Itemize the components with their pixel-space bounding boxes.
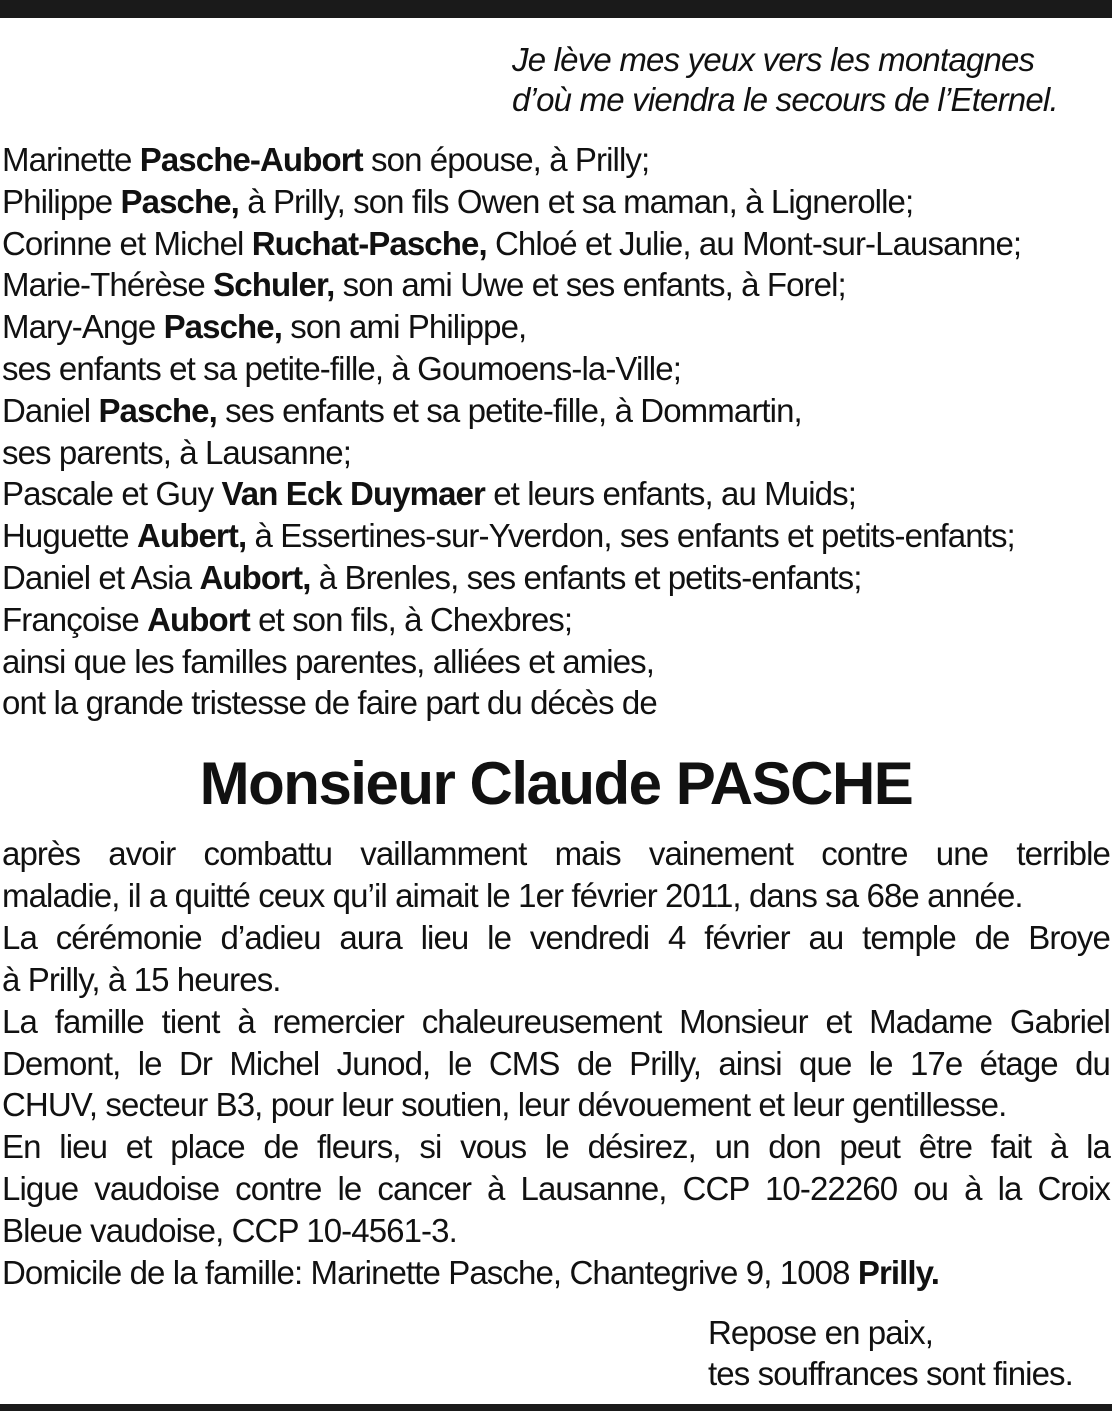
family-line-text: Mary-Ange — [2, 308, 164, 346]
bottom-border-rule — [0, 1404, 1112, 1411]
family-line-text: ses parents, à Lausanne; — [2, 433, 351, 471]
family-line-text: ses enfants et sa petite-fille, à Goumoens-la-Ville; — [2, 349, 681, 387]
family-line-text: ont la grande tristesse de faire part du décès de — [2, 684, 657, 722]
family-line — [2, 432, 1110, 474]
family-line — [2, 557, 1110, 599]
epigraph-line: d’où me viendra le secours de l’Eternel. — [512, 81, 1058, 118]
family-line — [2, 599, 1110, 641]
family-surname: Pasche, — [98, 391, 217, 429]
body-line: La famille tient à remercier chaleureusement Monsieur et Madame Gabriel — [2, 1002, 1110, 1040]
family-line — [2, 223, 1110, 265]
body-line: Bleue vaudoise, CCP 10-4561-3. — [2, 1212, 457, 1250]
body-line: CHUV, secteur B3, pour leur soutien, leur dévouement et leur gentillesse. — [2, 1086, 1007, 1124]
family-surname: Ruchat-Pasche, — [251, 224, 487, 262]
family-line-text: ainsi que les familles parentes, alliées et amies, — [2, 642, 655, 680]
family-surname: Pasche, — [120, 182, 239, 220]
family-line-text: Philippe — [2, 182, 121, 220]
top-border-rule — [0, 0, 1112, 18]
family-line — [2, 641, 1110, 683]
family-line-text: Chloé et Julie, au Mont-sur-Lausanne; — [486, 224, 1022, 262]
family-line-text: Françoise — [2, 600, 148, 638]
body-line: Ligue vaudoise contre le cancer à Lausanne, CCP 10-22260 ou à la Croix — [2, 1170, 1110, 1208]
family-line-text: à Essertines-sur-Yverdon, ses enfants et petits-enfants; — [246, 517, 1015, 555]
closing-verse — [708, 1312, 1110, 1394]
body-line: En lieu et place de fleurs, si vous le désirez, un don peut être fait à la — [2, 1128, 1110, 1166]
family-line-text: à Prilly, son fils Owen et sa maman, à Lignerolle; — [238, 182, 914, 220]
family-line-text: Huguette — [2, 517, 138, 555]
body-line: La cérémonie d’adieu aura lieu le vendredi 4 février au temple de Broye — [2, 918, 1110, 956]
family-line — [2, 264, 1110, 306]
family-surname: Van Eck Duymaer — [221, 475, 485, 513]
family-surname: Aubort, — [199, 558, 311, 596]
family-line-text: son épouse, à Prilly; — [362, 141, 650, 178]
family-line — [2, 139, 1110, 181]
body-line: maladie, il a quitté ceux qu’il aimait le 1er février 2011, dans sa 68e année. — [2, 876, 1023, 914]
family-surname: Aubort — [147, 600, 250, 638]
family-line-text: et son fils, à Chexbres; — [249, 600, 573, 638]
family-line-text: son ami Uwe et ses enfants, à Forel; — [334, 266, 846, 304]
family-line-text: Pascale et Guy — [2, 475, 222, 513]
epigraph-line: Je lève mes yeux vers les montagnes — [512, 41, 1035, 78]
family-line — [2, 515, 1110, 557]
family-announcement — [2, 139, 1110, 724]
address-text: Domicile de la famille: Marinette Pasche, Chantegrive 9, 1008 — [2, 1254, 858, 1292]
family-line — [2, 390, 1110, 432]
family-line — [2, 473, 1110, 515]
family-line — [2, 181, 1110, 223]
body-line: après avoir combattu vaillamment mais vainement contre une terrible — [2, 835, 1110, 872]
family-surname: Aubert, — [137, 517, 247, 555]
epigraph-quote — [512, 40, 1112, 120]
family-line-text: ses enfants et sa petite-fille, à Dommartin, — [216, 391, 802, 429]
body-line: à Prilly, à 15 heures. — [2, 960, 281, 998]
family-line-text: Corinne et Michel — [2, 224, 252, 262]
deceased-name-heading: Monsieur Claude PASCHE — [199, 750, 913, 817]
closing-line: Repose en paix, — [708, 1314, 933, 1351]
family-line — [2, 306, 1110, 348]
family-surname: Pasche, — [163, 308, 283, 346]
family-address-line — [2, 1252, 1110, 1294]
family-line-text: Marie-Thérèse — [2, 266, 214, 304]
family-line-text: et leurs enfants, au Muids; — [484, 475, 856, 513]
obituary-body — [2, 833, 1110, 1294]
family-surname: Pasche-Aubort — [139, 141, 363, 178]
family-line-text: Daniel — [2, 391, 99, 429]
body-line: Demont, le Dr Michel Junod, le CMS de Prilly, ainsi que le 17e étage du — [2, 1044, 1110, 1082]
family-line — [2, 348, 1110, 390]
family-line-text: son ami Philippe, — [282, 308, 527, 346]
family-line-text: à Brenles, ses enfants et petits-enfants; — [310, 558, 862, 596]
family-line-text: Marinette — [2, 141, 140, 178]
family-line-text: Daniel et Asia — [2, 558, 200, 596]
address-locality: Prilly. — [857, 1254, 939, 1292]
closing-line: tes souffrances sont finies. — [708, 1355, 1073, 1392]
family-line — [2, 682, 1110, 724]
family-surname: Schuler, — [213, 266, 335, 304]
